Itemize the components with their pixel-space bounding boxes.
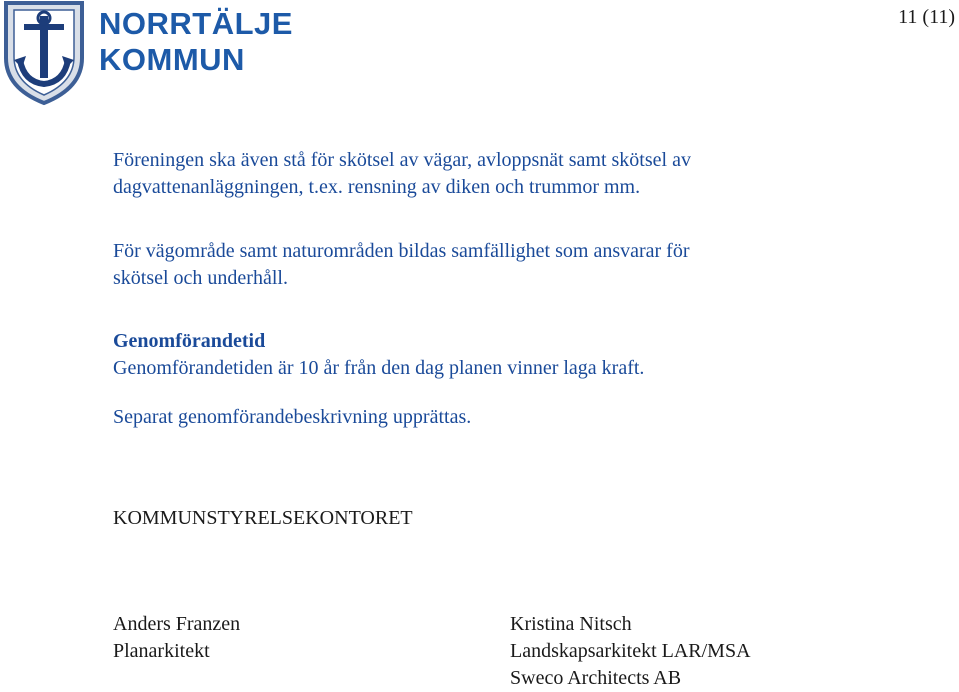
logo-text-line1: NORRTÄLJE — [99, 6, 293, 41]
paragraph-1-line2: dagvattenanläggningen, t.ex. rensning av diken och trummor mm. — [113, 176, 641, 198]
signer2-name: Kristina Nitsch — [510, 613, 632, 635]
section-heading: Genomförandetid — [113, 330, 266, 352]
signature-right — [510, 611, 751, 692]
municipality-logo — [0, 0, 300, 106]
paragraph-1 — [113, 147, 691, 201]
signature-left — [113, 611, 240, 665]
signer2-company: Sweco Architects AB — [510, 667, 682, 689]
paragraph-2 — [113, 238, 690, 292]
signer1-title: Planarkitekt — [113, 640, 210, 662]
logo-text-line2: KOMMUN — [99, 42, 245, 77]
signer2-title: Landskapsarkitekt LAR/MSA — [510, 640, 751, 662]
paragraph-2-line2: skötsel och underhåll. — [113, 267, 288, 289]
department-name: KOMMUNSTYRELSEKONTORET — [113, 507, 413, 529]
paragraph-3: Genomförandetiden är 10 år från den dag planen vinner laga kraft. — [113, 357, 645, 379]
paragraph-2-line1: För vägområde samt naturområden bildas samfällighet som ansvarar för — [113, 240, 690, 262]
paragraph-4: Separat genomförandebeskrivning upprättas. — [113, 406, 472, 428]
signer1-name: Anders Franzen — [113, 613, 241, 635]
anchor-shield-icon — [0, 0, 90, 106]
paragraph-1-line1: Föreningen ska även stå för skötsel av vägar, avloppsnät samt skötsel av — [113, 149, 691, 171]
page-number: 11 (11) — [898, 6, 955, 28]
